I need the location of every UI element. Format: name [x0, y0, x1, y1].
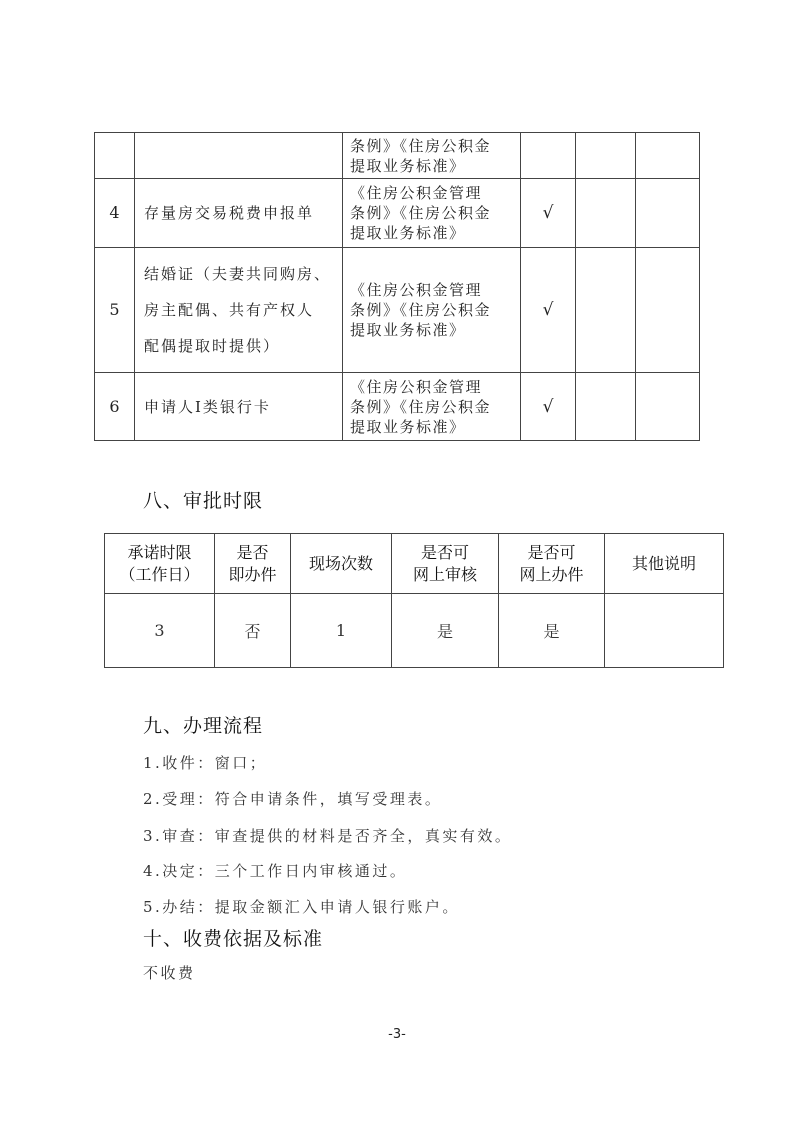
fees-content: 不收费 [143, 964, 196, 982]
table-row [95, 133, 700, 179]
copy-cell [576, 248, 636, 373]
basis-line: 《住房公积金管理 [350, 281, 483, 299]
name-line: 配偶提取时提供） [144, 337, 281, 355]
note-cell [636, 248, 700, 373]
basis-line: 《住房公积金管理 [350, 377, 483, 396]
copy-cell [576, 373, 636, 441]
material-name [135, 248, 343, 373]
table-row [95, 373, 700, 441]
value-immediate: 否 [215, 594, 291, 668]
name-line: 房主配偶、共有产权人 [144, 301, 315, 319]
row-number [95, 133, 135, 179]
process-step: 5.办结：提取金额汇入申请人银行账户。 [143, 898, 460, 916]
copy-cell [576, 133, 636, 179]
row-number: 4 [95, 179, 135, 248]
basis-line: 提取业务标准》 [350, 417, 466, 436]
materials-table [94, 132, 700, 441]
header-immediate: 是否 即办件 [215, 534, 291, 594]
basis-line: 条例》《住房公积金 [350, 136, 492, 155]
name-line: 结婚证（夫妻共同购房、 [144, 265, 332, 283]
basis-line: 《住房公积金管理 [350, 184, 483, 202]
material-basis [343, 373, 521, 441]
section-heading-approval-time: 八、审批时限 [143, 490, 264, 512]
material-basis [343, 248, 521, 373]
basis-line: 提取业务标准》 [350, 321, 466, 339]
row-number: 6 [95, 373, 135, 441]
material-name: 申请人I类银行卡 [135, 373, 343, 441]
basis-line: 条例》《住房公积金 [350, 301, 492, 319]
original-check: √ [521, 248, 576, 373]
table-header-row [105, 534, 724, 594]
material-basis [343, 133, 521, 179]
basis-line: 提取业务标准》 [350, 224, 466, 242]
header-online-review: 是否可 网上审核 [392, 534, 499, 594]
header-commitment-days: 承诺时限 （工作日） [105, 534, 215, 594]
value-online-handle: 是 [499, 594, 605, 668]
material-name [135, 133, 343, 179]
material-basis [343, 179, 521, 248]
value-onsite-visits: 1 [291, 594, 392, 668]
header-onsite-visits: 现场次数 [291, 534, 392, 594]
section-heading-fees: 十、收费依据及标准 [143, 928, 324, 950]
process-step: 1.收件：窗口； [143, 754, 268, 772]
note-cell [636, 133, 700, 179]
page-number: -3- [388, 1027, 406, 1042]
original-check: √ [521, 373, 576, 441]
basis-line: 条例》《住房公积金 [350, 397, 492, 416]
basis-line: 提取业务标准》 [350, 156, 466, 175]
section-heading-process: 九、办理流程 [143, 715, 264, 737]
header-other-notes: 其他说明 [605, 534, 724, 594]
value-other-notes [605, 594, 724, 668]
approval-time-table [104, 533, 724, 668]
value-online-review: 是 [392, 594, 499, 668]
original-check [521, 133, 576, 179]
value-commitment-days: 3 [105, 594, 215, 668]
table-row [95, 248, 700, 373]
header-online-handle: 是否可 网上办件 [499, 534, 605, 594]
note-cell [636, 179, 700, 248]
process-step: 2.受理：符合申请条件，填写受理表。 [143, 790, 443, 808]
note-cell [636, 373, 700, 441]
material-name: 存量房交易税费申报单 [135, 179, 343, 248]
copy-cell [576, 179, 636, 248]
row-number: 5 [95, 248, 135, 373]
basis-line: 条例》《住房公积金 [350, 204, 492, 222]
process-step: 3.审查：审查提供的材料是否齐全，真实有效。 [143, 827, 513, 845]
table-row [105, 594, 724, 668]
process-step: 4.决定：三个工作日内审核通过。 [143, 862, 408, 880]
original-check: √ [521, 179, 576, 248]
table-row [95, 179, 700, 248]
